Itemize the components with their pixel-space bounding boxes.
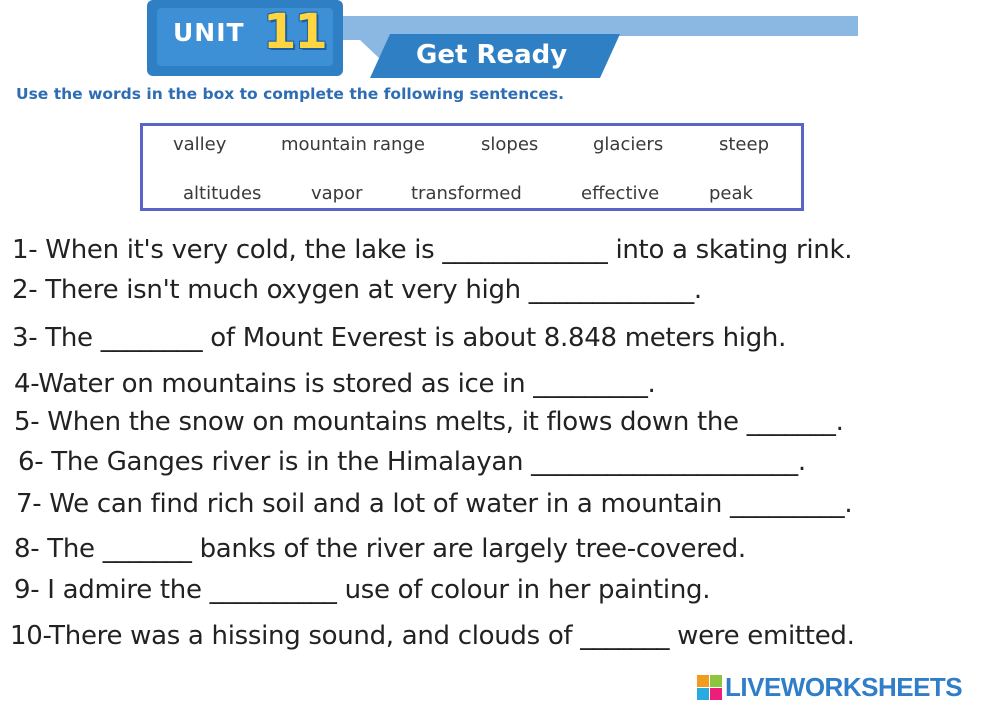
logo-cell-blue [697, 688, 709, 700]
word-glaciers: glaciers [593, 134, 664, 155]
word-transformed: transformed [411, 183, 522, 204]
word-slopes: slopes [481, 134, 539, 155]
sentence-1: 1- When it's very cold, the lake is _____________ into a skating rink. [12, 235, 853, 265]
word-peak: peak [709, 183, 753, 204]
sentence-4: 4-Water on mountains is stored as ice in _________. [14, 369, 656, 399]
unit-label: UNIT [173, 18, 245, 47]
sentence-2: 2- There isn't much oxygen at very high _____________. [12, 275, 702, 305]
sentence-7: 7- We can find rich soil and a lot of water in a mountain _________. [16, 489, 853, 519]
sentence-6: 6- The Ganges river is in the Himalayan _____________________. [18, 447, 806, 477]
sentence-5: 5- When the snow on mountains melts, it flows down the _______. [14, 407, 844, 437]
word-box [140, 123, 804, 211]
logo-cell-pink [710, 688, 722, 700]
sentence-3: 3- The ________ of Mount Everest is about 8.848 meters high. [12, 323, 787, 353]
word-effective: effective [581, 183, 660, 204]
sentence-8: 8- The _______ banks of the river are largely tree-covered. [14, 534, 746, 564]
word-valley: valley [173, 134, 227, 155]
word-mountain-range: mountain range [281, 134, 425, 155]
word-steep: steep [719, 134, 770, 155]
sentence-9: 9- I admire the __________ use of colour in her painting. [14, 575, 711, 605]
section-title: Get Ready [416, 40, 568, 70]
word-altitudes: altitudes [183, 183, 262, 204]
liveworksheets-logo-icon [697, 675, 723, 701]
liveworksheets-logo[interactable] [697, 672, 997, 702]
unit-number: 11 [263, 4, 326, 60]
logo-cell-green [710, 675, 722, 687]
unit-banner [0, 0, 1000, 80]
sentence-10: 10-There was a hissing sound, and clouds of _______ were emitted. [10, 621, 855, 651]
logo-cell-orange [697, 675, 709, 687]
instruction-text: Use the words in the box to complete the following sentences. [16, 85, 565, 103]
brand-name: LIVEWORKSHEETS [725, 672, 963, 702]
word-vapor: vapor [311, 183, 363, 204]
